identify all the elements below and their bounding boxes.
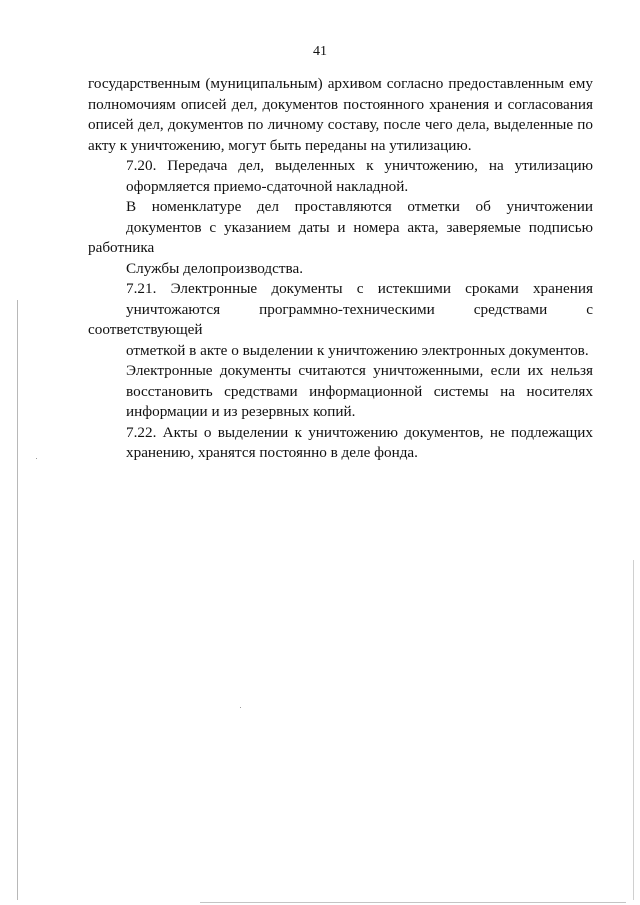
text-line: описей дел, документов по личному составу, после чего дела, выделенные по — [88, 116, 593, 133]
text-line: информации и из резервных копий. — [126, 403, 356, 420]
text-line: 7.21. Электронные документы с истекшими сроками хранения — [126, 280, 593, 297]
paragraph — [88, 423, 593, 464]
text-line: 7.20. Передача дел, выделенных к уничтожению, на утилизацию — [126, 157, 593, 174]
paragraph — [88, 74, 593, 156]
text-line: хранению, хранятся постоянно в деле фонда. — [126, 444, 418, 461]
paragraph — [88, 361, 593, 423]
scan-speck — [240, 707, 241, 708]
paragraph — [88, 197, 593, 279]
paragraph — [88, 279, 593, 361]
text-line: отметкой в акте о выделении к уничтожению электронных документов. — [126, 341, 589, 359]
text-line: уничтожаются программно-техническими средствами с соответствующей — [88, 300, 593, 338]
text-line: В номенклатуре дел проставляются отметки об уничтожении — [126, 198, 593, 215]
text-line: акту к уничтожению, могут быть переданы на утилизацию. — [88, 136, 472, 154]
text-line: 7.22. Акты о выделении к уничтожению документов, не подлежащих — [126, 423, 593, 441]
text-line: Электронные документы считаются уничтоженными, если их нельзя — [126, 362, 593, 379]
scan-edge-bottom — [200, 902, 626, 903]
scan-edge-left — [17, 300, 18, 900]
scan-edge-right — [633, 560, 634, 900]
body-text — [88, 74, 593, 464]
text-line: полномочиям описей дел, документов постоянного хранения и согласования — [88, 95, 593, 113]
scan-speck — [36, 458, 37, 459]
text-line: государственным (муниципальным) архивом согласно предоставленным ему — [88, 75, 593, 92]
paragraph — [88, 156, 593, 197]
text-line: документов с указанием даты и номера акта, заверяемые подписью работника — [88, 218, 593, 256]
text-line: восстановить средствами информационной системы на носителях — [126, 382, 593, 400]
text-line: Службы делопроизводства. — [126, 259, 304, 277]
page-number: 41 — [313, 44, 327, 59]
text-line: оформляется приемо-сдаточной накладной. — [126, 177, 409, 195]
